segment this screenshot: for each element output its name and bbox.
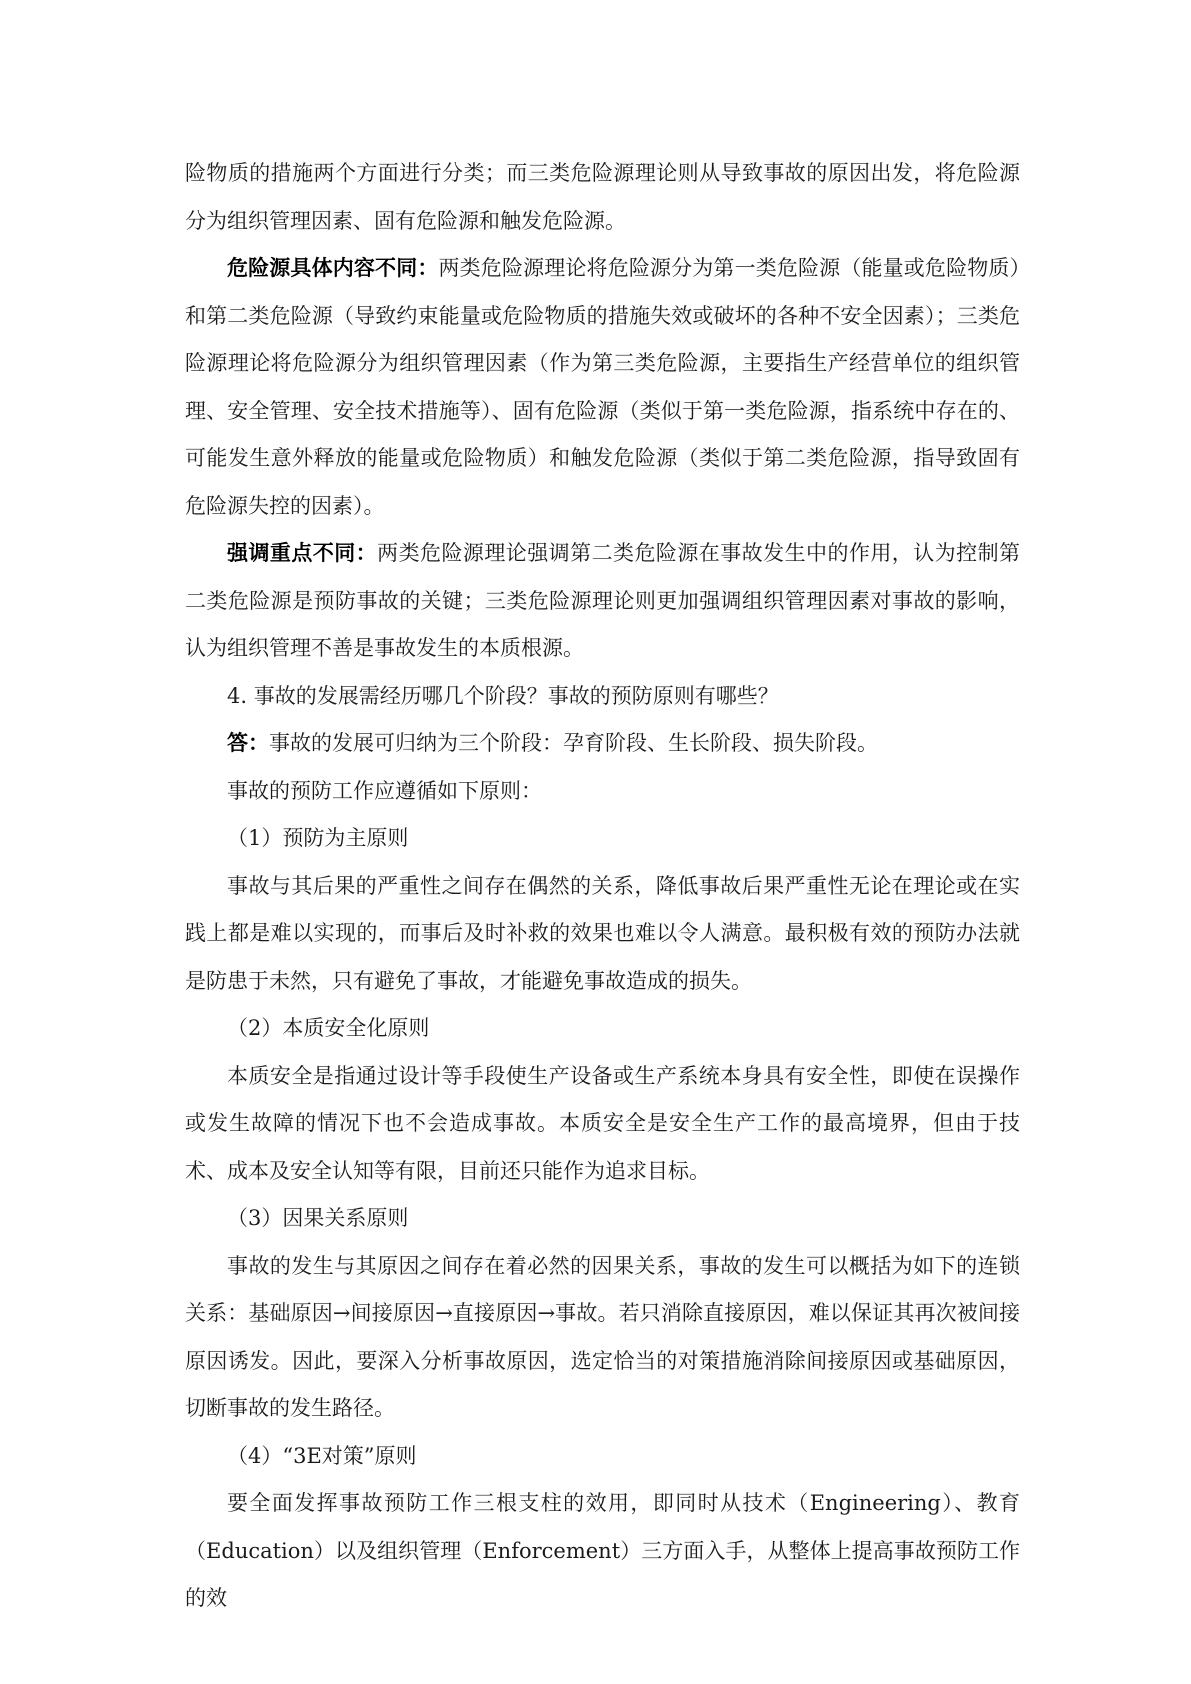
answer-paragraph: 答：事故的发展可归纳为三个阶段：孕育阶段、生长阶段、损失阶段。 <box>227 731 878 755</box>
paragraph: 事故的预防工作应遵循如下原则： <box>227 778 542 803</box>
paragraph-lead: 危险源具体内容不同： <box>227 256 439 280</box>
answer-lead: 答： <box>227 731 269 755</box>
document-body <box>185 150 1020 1623</box>
principle-heading: （2）本质安全化原则 <box>227 1016 430 1040</box>
question-heading: 4. 事故的发展需经历哪几个阶段？事故的预防原则有哪些？ <box>227 683 779 708</box>
paragraph: 本质安全是指通过设计等手段使生产设备或生产系统本身具有安全性，即使在误操作或发生故障的情况下也不会造成事故。本质安全是安全生产工作的最高境界，但由于技术、成本及安全认知等有限，目前还只能作为追求目标。 <box>185 1063 1020 1183</box>
paragraph: 事故的发生与其原因之间存在着必然的因果关系，事故的发生可以概括为如下的连锁关系：基础原因→间接原因→直接原因→事故。若只消除直接原因，难以保证其再次被间接原因诱发。因此，要深入分析事故原因，选定恰当的对策措施消除间接原因或基础原因，切断事故的发生路径。 <box>185 1253 1020 1420</box>
paragraph: 事故与其后果的严重性之间存在偶然的关系，降低事故后果严重性无论在理论或在实践上都是难以实现的，而事后及时补救的效果也难以令人满意。最积极有效的预防办法就是防患于未然，只有避免了事故，才能避免事故造成的损失。 <box>185 873 1020 993</box>
paragraph: 险物质的措施两个方面进行分类；而三类危险源理论则从导致事故的原因出发，将危险源分为组织管理因素、固有危险源和触发危险源。 <box>185 161 1020 233</box>
principle-heading: （3）因果关系原则 <box>227 1206 409 1230</box>
paragraph: 危险源具体内容不同：两类危险源理论将危险源分为第一类危险源（能量或危险物质）和第二类危险源（导致约束能量或危险物质的措施失效或破坏的各种不安全因素）；三类危险源理论将危险源分为组织管理因素（作为第三类危险源，主要指生产经营单位的组织管理、安全管理、安全技术措施等）、固有危险源（类似于第一类危险源，指系统中存在的、可能发生意外释放的能量或危险物质）和触发危险源（类似于第二类危险源，指导致固有危险源失控的因素）。 <box>185 256 1021 518</box>
paragraph: 要全面发挥事故预防工作三根支柱的效用，即同时从技术（Engineering）、教育（Education）以及组织管理（Enforcement）三方面入手，从整体上提高事故预防工作的效 <box>185 1491 1020 1610</box>
principle-heading: （4）“3E对策”原则 <box>227 1443 417 1468</box>
paragraph-lead: 强调重点不同： <box>227 541 378 565</box>
paragraph: 强调重点不同：两类危险源理论强调第二类危险源在事故发生中的作用，认为控制第二类危险源是预防事故的关键；三类危险源理论则更加强调组织管理因素对事故的影响，认为组织管理不善是事故发生的本质根源。 <box>185 541 1021 660</box>
principle-heading: （1）预防为主原则 <box>227 826 409 850</box>
